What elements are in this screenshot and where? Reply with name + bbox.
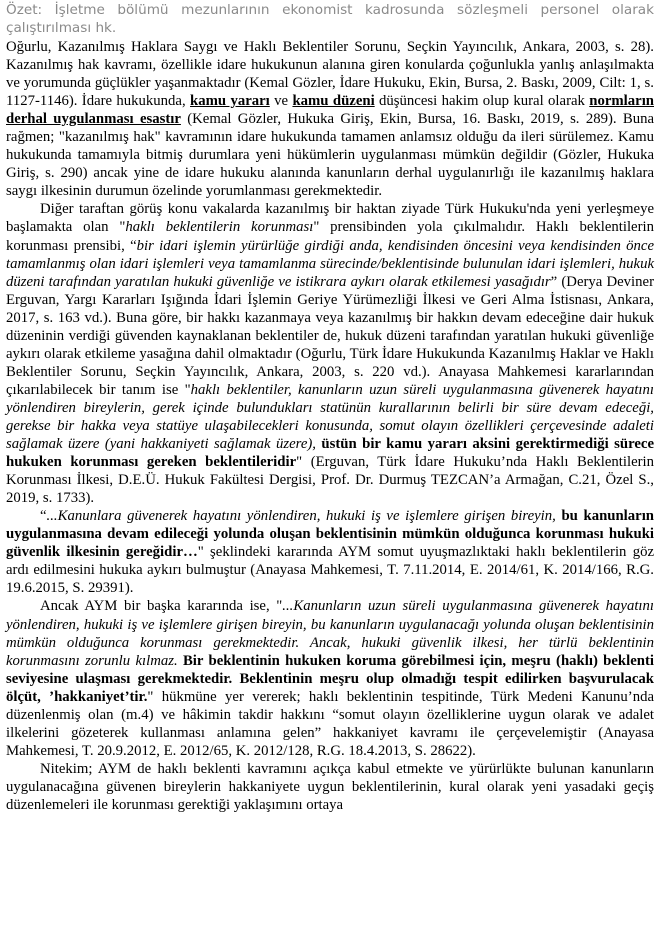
text-run: " şeklindeki kararında AYM somut uyuşmazlıktaki haklı beklentilerin göz ardı edilmesini hukuka aykırı bulmuştur (Anayasa Mahkemesi, T. 7.11.2014, E. 2014/61, K. 2014/166, R.G. 19.6.2015, S. 29391).	[6, 544, 654, 597]
text-run: normların derhal uygulanması esastır	[6, 93, 654, 128]
text-run: haklı beklentiler, kanunların uzun süreli uygulanmasına güvenerek hayatını yönlendiren bireylerin, gerek içinde bulundukları statünün kurallarının belirli bir süre devam edeceği, gerekse bir hakka veya statüye ulaşabilecekleri konusunda, somut olayın özellikleri çerçevesinde adaleti sağlamak üzere (yani hakkaniyeti sağlamak üzere),	[6, 381, 654, 453]
text-run: " prensibinden yola çıkılmalıdır. Haklı beklentilerin korunması prensibi, “	[6, 219, 654, 254]
text-run: Diğer taraftan görüş konu vakalarda kazanılmış bir haktan ziyade Türk Hukuku'nda yeni yerleşmeye başlamakta olan "	[6, 201, 654, 236]
text-run: ve	[269, 93, 293, 110]
text-run: bu kanunların uygulanmasına devam edileceği yolunda oluşan beklentisinin mümkün olduğunca korunması hukuki güvenlik ilkesinin gereğidir…	[6, 508, 654, 561]
text-run: (Kemal Gözler, Hukuka Giriş, Ekin, Bursa, 16. Baskı, 2019, s. 289). Buna rağmen; "kazanılmış hak" kavramının idare hukukunda tamamen anlamsız olduğu da ileri sürülemez. Kamu hukukunda tamamıyla bitmiş durumlara yeni hükümlerin uygulanması mümkün değildir (Gözler, Hukuka Giriş, s. 290) ancak yine de idare hukuku alanında kanunların derhal uygulanırlığı ile kazanılmış haklara saygı ilkesinin durumun özelinde yorumlanması gerekmektedir.	[6, 111, 655, 200]
text-run: üstün bir kamu yararı aksini gerektirmediği sürece hukuken korunması gereken beklentileridir	[6, 436, 654, 471]
text-run: ...Kanunlara güvenerek hayatını yönlendiren, hukuki iş ve işlemlere girişen bireyin,	[46, 508, 562, 525]
paragraph-4	[6, 597, 654, 759]
text-run: “	[40, 508, 47, 525]
paragraph-3	[6, 507, 654, 597]
text-run: ” (Derya Deviner Erguvan, Yargı Kararları Işığında İdari İşlemin Geriye Yürümezliği İlkesi ve Geri Alma İstisnası, Ankara, 2017, s. 163 vd.). Buna göre, bir hakkı kazanmaya veya kazanılmış bir hakkın devam edeceğine dair hukuk düzeninin verdiği güvenden kaynaklanan beklentiler de, hukuk düzeni tarafından yaratılan hukuki güvenliğe aykırı olarak etkileme yasağına dahil olmaktadır (Oğurlu, Türk İdare Hukukunda Kazanılmış Haklar ve Haklı Beklentiler Sorunu, Seçkin Yayıncılık, Ankara, 2003, s. 220 vd.). Anayasa Mahkemesi kararlarından çıkarılabilecek bir tanım ise "	[6, 273, 654, 398]
text-run: kamu düzeni	[292, 93, 375, 110]
text-run: ...Kanunların uzun süreli uygulanmasına güvenerek hayatını yönlendiren, hukuki iş ve işlemlere girişen bireyin, bu kanunların uygulanacağı yolunda oluşan beklentisinin mümkün olduğunca korunması gerekmektedir. Ancak, hukuki güvenlik ilkesi, her türlü beklentinin korunmasını zorunlu kılmaz.	[6, 598, 654, 669]
text-run: Nitekim; AYM de haklı beklenti kavramını açıkça kabul etmekte ve yürürlükte bulunan kanunların uygulanacağına güvenen bireylerin hakkaniyete uygun beklentilerinin, kural olarak yeni yasadaki geçiş düzenlemeleri ile korunması gerektiği yaklaşımını ortaya	[6, 760, 654, 813]
paragraph-2	[6, 200, 654, 507]
paragraph-5	[6, 760, 654, 814]
text-run: " hükmüne yer vererek; haklı beklentinin tespitinde, Türk Medeni Kanunu’nda düzenlenmiş olan (m.4) ve hâkimin takdir hakkını “somut olayın özelliklerine uygun olarak ve adalet ilkelerini gözeterek kullanması anlamına gelen” hakkaniyet kavramı ile çerçevelemiştir (Anayasa Mahkemesi, T. 20.9.2012, E. 2012/65, K. 2012/128, R.G. 18.4.2013, S. 28622).	[6, 688, 655, 759]
text-run: kamu yararı	[190, 93, 270, 110]
document-body	[6, 38, 654, 814]
paragraph-1	[6, 38, 654, 200]
text-run: haklı beklentilerin korunması	[125, 219, 314, 236]
text-run: Bir beklentinin hukuken koruma görebilmesi için, meşru (haklı) beklenti seviyesine ulaşması gerekmektedir. Beklentinin meşru olup olmadığı tespit edilirken başvurulacak ölçüt, ’hakkaniyet’tir.	[6, 652, 654, 705]
text-run: Ancak AYM bir başka kararında ise, "	[40, 598, 283, 615]
summary-line: Özet: İşletme bölümü mezunlarının ekonomist kadrosunda sözleşmeli personel olarak çalıştırılması hk.	[6, 2, 654, 36]
text-run: " (Erguvan, Türk İdare Hukuku’nda Haklı Beklentilerin Korunması İlkesi, D.E.Ü. Hukuk Fakültesi Dergisi, Prof. Dr. Durmuş TEZCAN’a Armağan, C.21, Özel S., 2019, s. 1733).	[6, 454, 654, 507]
text-run: düşüncesi hakim olup kural olarak	[374, 93, 590, 110]
text-run: bir idari işlemin yürürlüğe girdiği anda, kendisinden öncesini veya kendisinden önce tamamlanmış olan idari işlemleri veya tamamlanma sürecinde/beklentisinde bulunulan idari işlemleri, hukuk düzeni tarafından yaratılan hukuki güvenliğe ve istikrara aykırı olarak etkilemesi yasağıdır	[6, 237, 654, 290]
text-run: Oğurlu, Kazanılmış Haklara Saygı ve Haklı Beklentiler Sorunu, Seçkin Yayıncılık, Ankara, 2003, s. 28). Kazanılmış hak kavramı, özellikle idare hukukunun alanına giren konularda çoğunlukla yanlış anlaşılmakta ve yorumunda güçlükler yaşanmaktadır (Kemal Gözler, İdare Hukuku, Ekin, Bursa, 2. Baskı, 2009, Cilt: 1, s. 1127-1146). İdare hukukunda,	[6, 39, 654, 110]
